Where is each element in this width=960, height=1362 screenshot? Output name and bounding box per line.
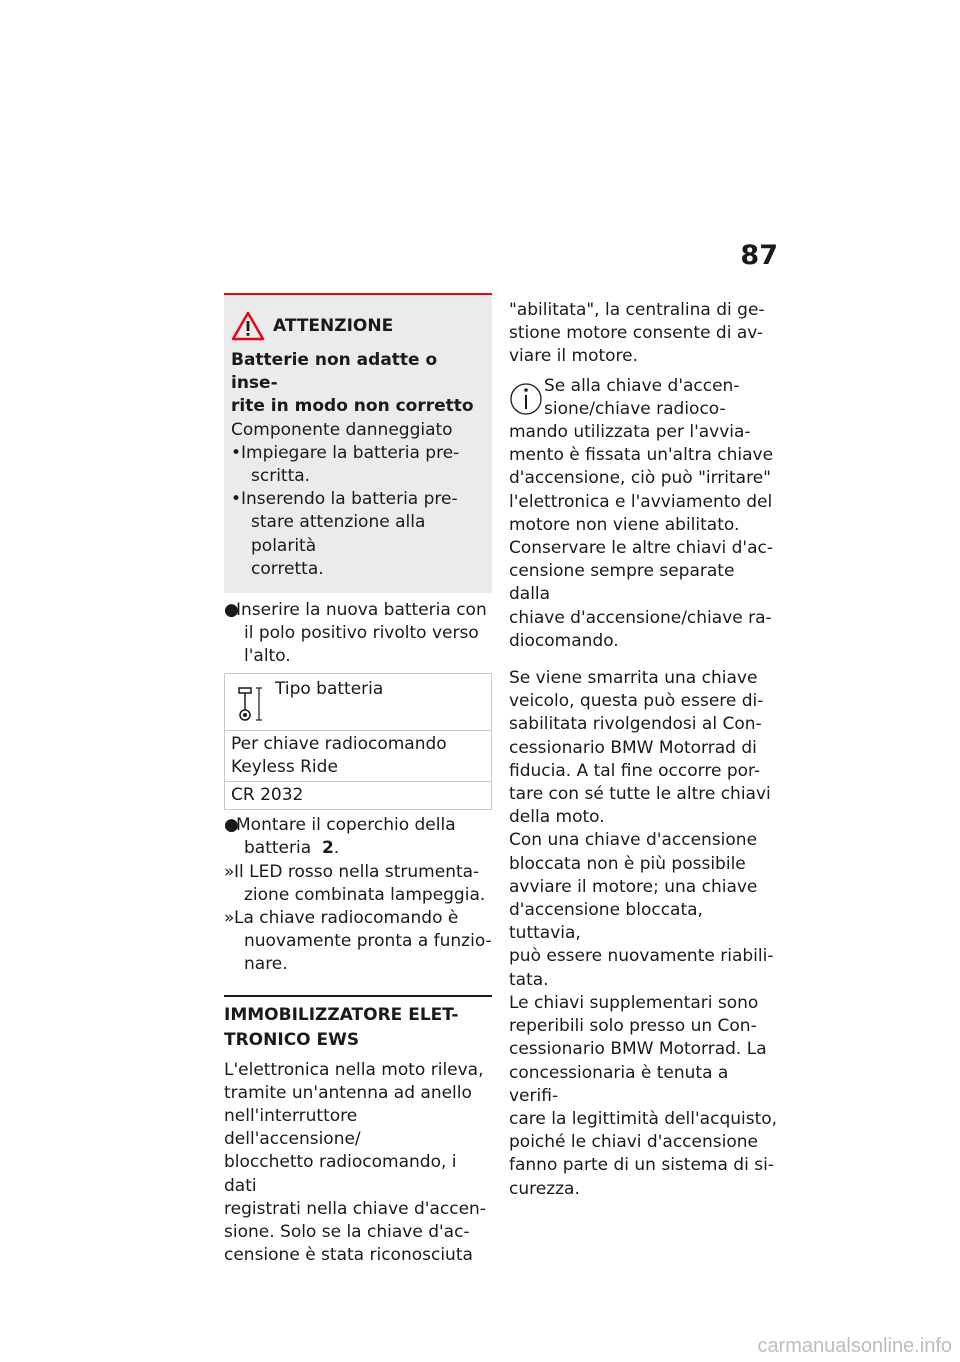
body-line: Se viene smarrita una chiave xyxy=(509,668,758,689)
body-line: d'accensione, ciò può "irritare" xyxy=(509,468,771,489)
step-bullet-icon: ● xyxy=(224,815,239,836)
footer-watermark[interactable]: carmanualsonline.info xyxy=(757,1335,952,1357)
body-line: fanno parte di un sistema di si- xyxy=(509,1155,774,1176)
warning-subtitle: Componente danneggiato xyxy=(231,419,453,440)
body-line: blocchetto radiocomando, i dati xyxy=(224,1152,457,1196)
body-line: sione/chiave radioco- xyxy=(544,398,726,419)
body-line: d'accensione bloccata, tuttavia, xyxy=(509,900,703,944)
body-line: poiché le chiavi d'accensione xyxy=(509,1132,758,1153)
step-mount-cover xyxy=(224,814,492,860)
battery-table-cell: Per chiave radiocomando xyxy=(231,733,447,754)
step-line-text: batteria xyxy=(244,838,312,859)
body-line: registrati nella chiave d'accen- xyxy=(224,1198,486,1219)
warning-title-line: Batterie non adatte o inse- xyxy=(231,350,438,394)
result-line: nuovamente pronta a funzio- xyxy=(244,931,492,952)
body-line: stione motore consente di av- xyxy=(509,323,764,344)
body-line: cessionario BMW Motorrad. La xyxy=(509,1039,767,1060)
warning-item-line: corretta. xyxy=(251,558,324,579)
section-title-line: TRONICO EWS xyxy=(224,1029,360,1050)
left-column xyxy=(224,293,492,1268)
body-line: l'elettronica e l'avviamento del xyxy=(509,491,773,512)
body-line: "abilitata", la centralina di ge- xyxy=(509,300,765,320)
battery-table-header xyxy=(225,674,491,730)
step-line xyxy=(234,837,492,860)
body-line: Conservare le altre chiavi d'ac- xyxy=(509,538,773,559)
body-line: curezza. xyxy=(509,1178,580,1199)
body-line: veicolo, questa può essere di- xyxy=(509,691,764,712)
body-line: motore non viene abilitato. xyxy=(509,514,740,535)
result-arrow-icon: » xyxy=(224,908,235,929)
body-line: nell'interruttore dell'accensione/ xyxy=(224,1106,361,1150)
battery-table-cell: Keyless Ride xyxy=(231,756,338,777)
body-line: reperibili solo presso un Con- xyxy=(509,1016,757,1037)
warning-title-line: rite in modo non corretto xyxy=(231,396,474,417)
result-arrow-icon: » xyxy=(224,861,235,882)
step-insert-battery xyxy=(224,599,492,669)
body-line: Le chiavi supplementari sono xyxy=(509,992,759,1013)
warning-item xyxy=(231,442,484,488)
result-line: Il LED rosso nella strumenta- xyxy=(234,861,480,882)
page-number: 87 xyxy=(740,240,778,271)
section-title-line: IMMOBILIZZATORE ELET- xyxy=(224,1004,459,1025)
step-line: Inserire la nuova batteria con xyxy=(236,600,487,621)
result-line: La chiave radiocomando è xyxy=(234,908,459,929)
result-line: nare. xyxy=(244,954,288,975)
info-icon xyxy=(509,379,545,419)
warning-item xyxy=(231,488,484,581)
body-line: concessionaria è tenuta a verifi- xyxy=(509,1062,729,1106)
body-line: della moto. xyxy=(509,807,605,828)
body-line: cessionario BMW Motorrad di xyxy=(509,737,757,758)
warning-heading-text: ATTENZIONE xyxy=(273,316,394,336)
warning-title xyxy=(231,349,484,419)
body-line: Con una chiave d'accensione xyxy=(509,830,758,851)
body-line: care la legittimità dell'acquisto, xyxy=(509,1108,778,1129)
step-line: Montare il coperchio della xyxy=(236,815,456,836)
body-line: viare il motore. xyxy=(509,346,639,367)
result-item xyxy=(224,907,492,977)
blocked-key-paragraph xyxy=(509,829,779,991)
warning-item-line: Impiegare la batteria pre- xyxy=(241,442,460,463)
battery-table-header-text: Tipo batteria xyxy=(275,678,384,699)
body-line: L'elettronica nella moto rileva, xyxy=(224,1059,484,1080)
body-line: diocomando. xyxy=(509,630,619,651)
warning-item-line: scritta. xyxy=(251,466,311,487)
section-title xyxy=(224,995,492,1053)
spare-keys-paragraph xyxy=(509,992,779,1201)
info-note xyxy=(509,375,779,653)
body-line: avviare il motore; una chiave xyxy=(509,876,758,897)
intro-paragraph xyxy=(509,299,779,369)
section-body xyxy=(224,1059,492,1268)
warning-item-line: Inserendo la batteria pre- xyxy=(241,489,458,510)
battery-table-row xyxy=(225,781,491,809)
spacer xyxy=(509,653,779,667)
body-line: tata. xyxy=(509,969,549,990)
body-line: bloccata non è più possibile xyxy=(509,853,746,874)
step-line-end: . xyxy=(333,838,340,859)
body-line: mando utilizzata per l'avvia- xyxy=(509,422,751,443)
result-item xyxy=(224,861,492,907)
battery-type-value: CR 2032 xyxy=(231,785,304,806)
body-line: tramite un'antenna ad anello xyxy=(224,1082,472,1103)
body-line: mento è fissata un'altra chiave xyxy=(509,445,774,466)
body-line: può essere nuovamente riabili- xyxy=(509,946,774,967)
body-line: sione. Solo se la chiave d'ac- xyxy=(224,1222,470,1243)
lost-key-paragraph xyxy=(509,667,779,829)
warning-triangle-icon xyxy=(231,311,265,341)
battery-icon xyxy=(235,684,265,724)
part-reference: 2 xyxy=(321,838,334,859)
warning-heading xyxy=(231,311,484,341)
warning-item-line: stare attenzione alla polarità xyxy=(251,512,426,556)
body-line: fiducia. A tal fine occorre por- xyxy=(509,760,761,781)
step-line: l'alto. xyxy=(244,646,291,667)
result-line: zione combinata lampeggia. xyxy=(244,884,486,905)
body-line: tare con sé tutte le altre chiavi xyxy=(509,784,771,805)
bullet-dot-icon: • xyxy=(231,489,242,510)
step-bullet-icon: ● xyxy=(224,600,239,621)
step-line: il polo positivo rivolto verso xyxy=(244,623,479,644)
battery-table xyxy=(224,673,492,811)
right-column xyxy=(509,293,779,1201)
body-line: Se alla chiave d'accen- xyxy=(544,375,740,396)
body-line: censione è stata riconosciuta xyxy=(224,1245,473,1266)
body-line: chiave d'accensione/chiave ra- xyxy=(509,607,772,628)
battery-table-row xyxy=(225,730,491,781)
body-line: censione sempre separate dalla xyxy=(509,561,735,605)
warning-box xyxy=(224,293,492,593)
bullet-dot-icon: • xyxy=(231,442,242,463)
body-line: sabilitata rivolgendosi al Con- xyxy=(509,714,762,735)
